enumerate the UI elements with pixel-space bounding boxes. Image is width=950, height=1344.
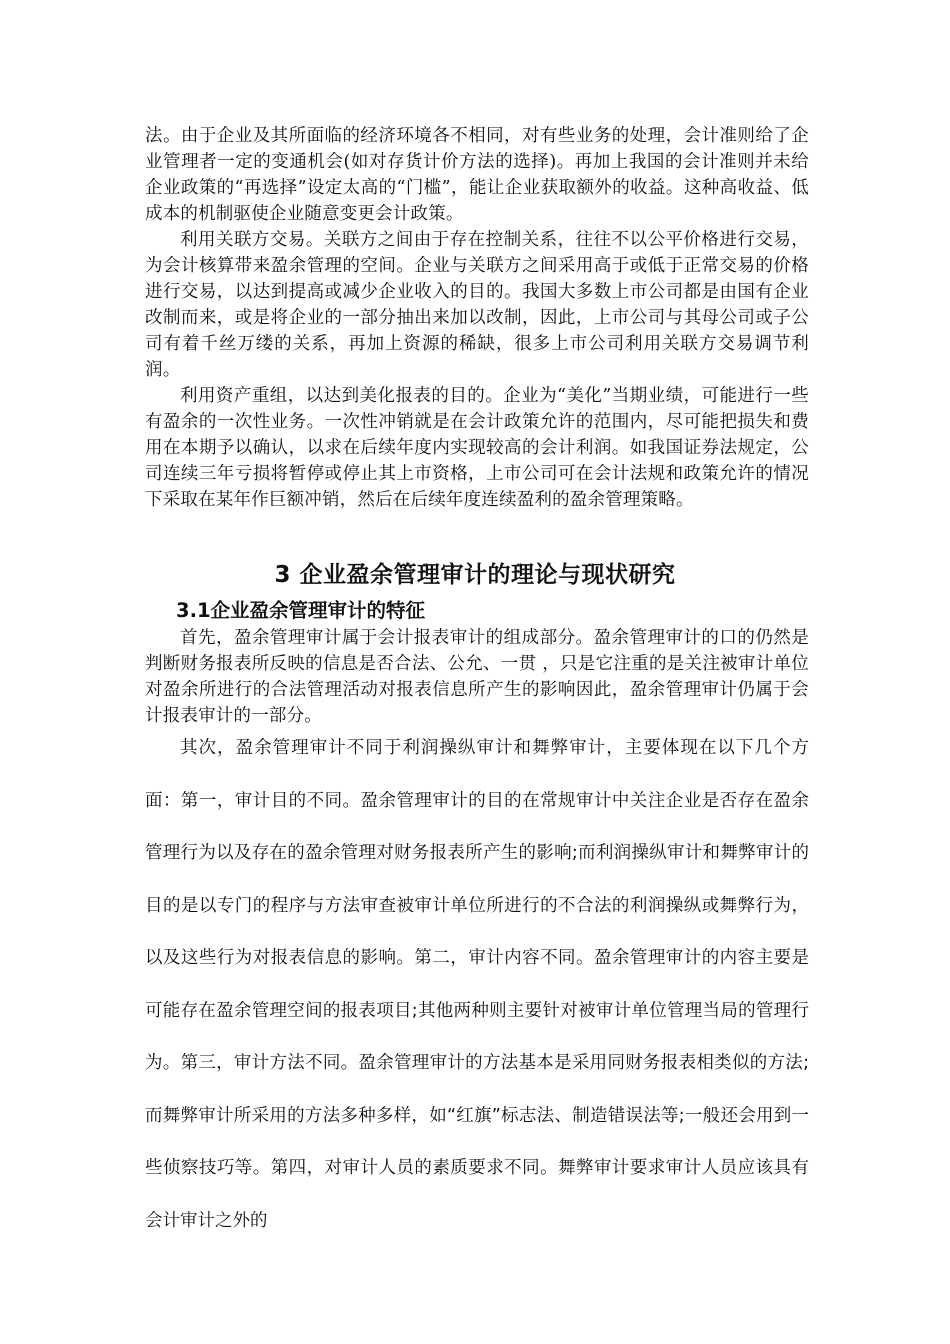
paragraph-asset-restructuring: 利用资产重组，以达到美化报表的目的。企业为“美化”当期业绩，可能进行一些有盈余的一次性业务。一次性冲销就是在会计政策允许的范围内，尽可能把损失和费用在本期予以确认，以求在后续年度内实现较高的会计利润。如我国证券法规定，公司连续三年亏损将暂停或停止其上市资格，上市公司可在会计法规和政策允许的情况下采取在某年作巨额冲销，然后在后续年度连续盈利的盈余管理策略。: [145, 386, 809, 510]
paragraph-accounting-policy: 法。由于企业及其所面临的经济环境各不相同，对有些业务的处理，会计准则给了企业管理者一定的变通机会(如对存货计价方法的选择)。再加上我国的会计准则并未给企业政策的“再选择”设定太高的“门槛”，能让企业获取额外的收益。这种高收益、低成本的机制驱使企业随意变更会计政策。: [145, 126, 809, 224]
top-text-block: [145, 123, 809, 513]
paragraph-first: 首先，盈余管理审计属于会计报表审计的组成部分。盈余管理审计的口的仍然是判断财务报表所反映的信息是否合法、公允、一贯 ，只是它注重的是关注被审计单位对盈余所进行的合法管理活动对报表信息所产生的影响因此，盈余管理审计仍属于会计报表审计的一部分。: [145, 628, 809, 726]
subsection-heading: 3.1企业盈余管理审计的特征: [176, 599, 426, 622]
section-heading: 3 企业盈余管理审计的理论与现状研究: [274, 562, 676, 588]
paragraph-related-party: 利用关联方交易。关联方之间由于存在控制关系，往往不以公平价格进行交易，为会计核算带来盈余管理的空间。企业与关联方之间采用高于或低于正常交易的价格进行交易，以达到提高或减少企业收入的目的。我国大多数上市公司都是由国有企业改制而来，或是将企业的一部分抽出来加以改制，因此，上市公司与其母公司或子公司有着千丝万缕的关系，再加上资源的稀缺，很多上市公司利用关联方交易调节利润。: [145, 230, 809, 380]
first-characteristic-block: [145, 625, 809, 729]
paragraph-second: 其次，盈余管理审计不同于利润操纵审计和舞弊审计，主要体现在以下几个方面：第一，审计目的不同。盈余管理审计的目的在常规审计中关注企业是否存在盈余管理行为以及存在的盈余管理对财务报表所产生的影响;而利润操纵审计和舞弊审计的目的是以专门的程序与方法审查被审计单位所进行的不合法的利润操纵或舞弊行为，以及这些行为对报表信息的影响。第二，审计内容不同。盈余管理审计的内容主要是可能存在盈余管理空间的报表项目;其他两种则主要针对被审计单位管理当局的管理行为。第三，审计方法不同。盈余管理审计的方法基本是采用同财务报表相类似的方法;而舞弊审计所采用的方法多种多样，如“红旗”标志法、制造错误法等;一般还会用到一些侦察技巧等。第四，对审计人员的素质要求不同。舞弊审计要求审计人员应该具有会计审计之外的: [145, 738, 809, 1231]
second-characteristic-block: [145, 722, 809, 1247]
